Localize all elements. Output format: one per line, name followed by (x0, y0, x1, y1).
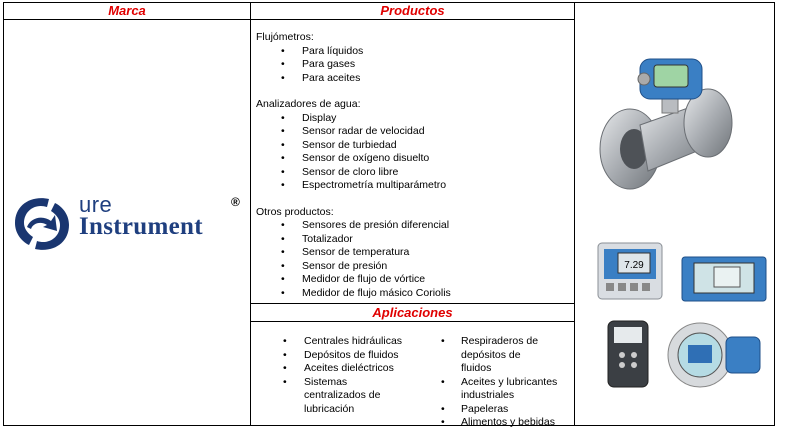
column-divider-2 (574, 3, 575, 425)
list-item: • Sensores de presión diferencial (256, 219, 572, 233)
list-item: • Alimentos y bebidas (441, 416, 571, 430)
list-item: • Sensor de cloro libre (256, 166, 572, 180)
list-item: • Display (256, 112, 572, 126)
turbine-flowmeter-image (582, 37, 752, 197)
flow-title: Flujómetros: (256, 31, 314, 43)
registered-mark: ® (231, 195, 240, 209)
water-title: Analizadores de agua: (256, 98, 361, 110)
list-item: • Centrales hidráulicas (256, 335, 416, 349)
analyzer-reading: 7.29 (624, 260, 644, 271)
list-item: • Sistemas centralizados de lubricación (256, 376, 394, 417)
list-item: • Espectrometría multiparámetro (256, 179, 572, 193)
applications-col1 (256, 335, 416, 416)
list-item: • Medidor de flujo de vórtice (256, 273, 572, 287)
list-item: • Medidor de flujo másico Coriolis (256, 287, 572, 301)
products-bottom-divider (250, 303, 574, 304)
applications-col2 (441, 335, 571, 430)
list-item: • Sensor de turbiedad (256, 139, 572, 153)
list-item: • Para aceites (256, 72, 572, 86)
other-title: Otros productos: (256, 205, 334, 218)
handheld-meter-image (604, 319, 654, 391)
list-item: • Aceites dieléctricos (256, 362, 416, 376)
water-analyzer-image (596, 241, 666, 303)
list-item: • Para gases (256, 58, 572, 72)
products-list (256, 31, 572, 300)
list-item: • Depósitos de fluidos (256, 349, 416, 363)
brand-name-part2: Instrument (79, 213, 203, 240)
list-item: • Para líquidos (256, 45, 572, 59)
header-productos: Productos (380, 3, 445, 18)
brand-logo (9, 189, 245, 259)
list-item: • Sensor radar de velocidad (256, 125, 572, 139)
header-aplicaciones: Aplicaciones (372, 305, 453, 320)
list-item: • Totalizador (256, 233, 572, 247)
header-divider (4, 19, 574, 20)
brand-name-part1: ure (79, 192, 113, 217)
brand-table (3, 2, 775, 426)
explosion-proof-transmitter-image (664, 319, 764, 391)
header-marca: Marca (108, 3, 146, 18)
list-item: • Aceites y lubricantes industriales (441, 376, 569, 403)
sure-mark-icon (9, 191, 75, 257)
list-item: • Sensor de oxígeno disuelto (256, 152, 572, 166)
applications-header-divider (250, 321, 574, 322)
list-item: • Respiraderos de depósitos de fluidos (441, 335, 551, 376)
multiparameter-display-image (680, 255, 770, 307)
column-divider-1 (250, 3, 251, 425)
list-item: • Sensor de presión (256, 260, 572, 274)
list-item: • Papeleras (441, 403, 571, 417)
list-item: • Sensor de temperatura (256, 246, 572, 260)
